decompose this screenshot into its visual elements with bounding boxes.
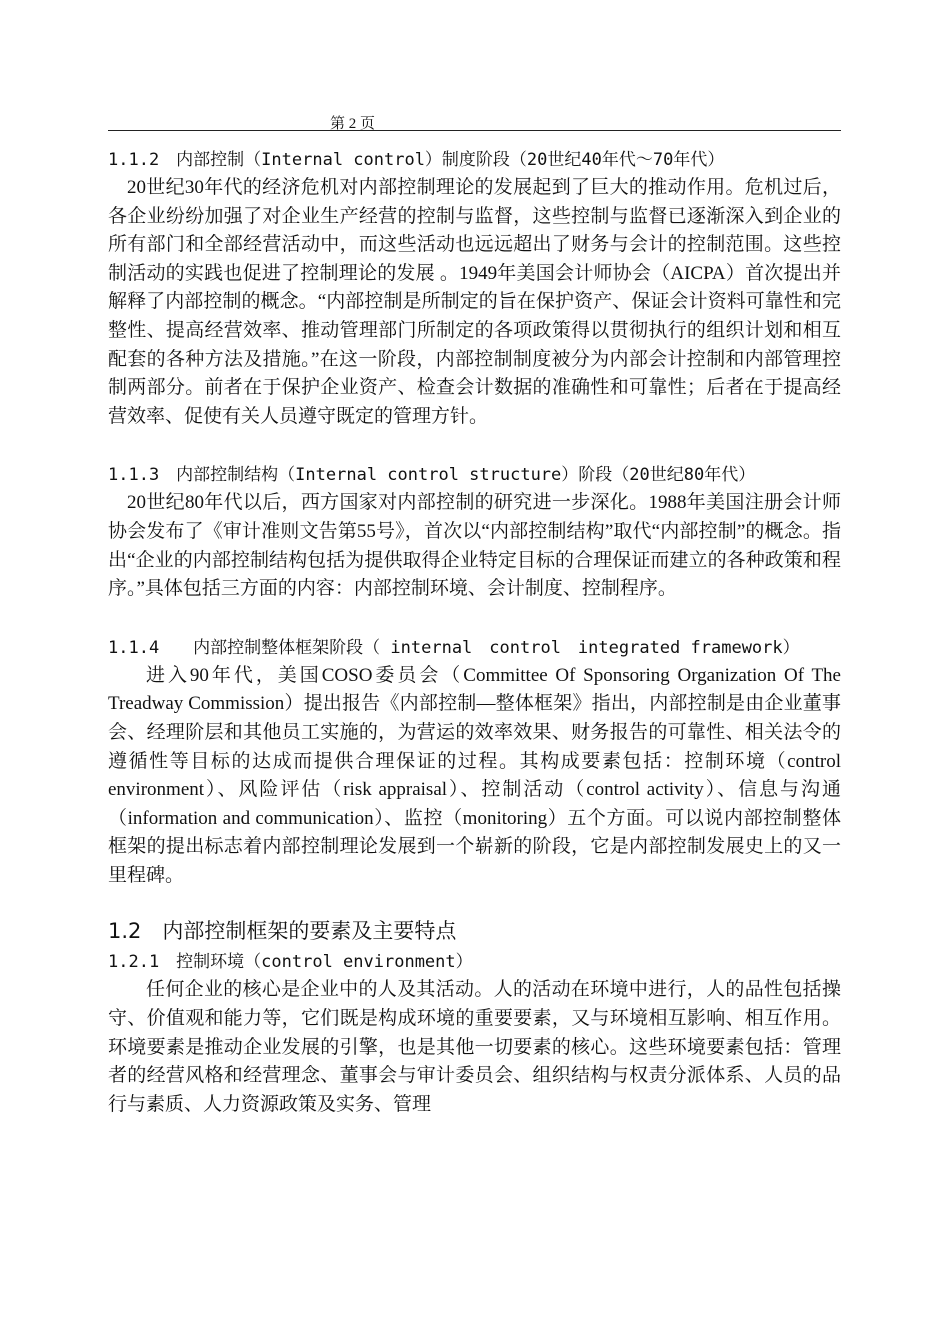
page-number-label: 第 2 页	[330, 116, 376, 132]
section-heading-1-1-4: 1.1.4 内部控制整体框架阶段（ internal control integrated framework）	[108, 637, 800, 658]
spacer	[108, 604, 841, 634]
paragraph-1-1-2: 20世纪30年代的经济危机对内部控制理论的发展起到了巨大的推动作用。危机过后，各企业纷纷加强了对企业生产经营的控制与监督，这些控制与监督已逐渐深入到企业的所有部门和全部经营活动中，而这些活动也远远超出了财务与会计的控制范围。这些控制活动的实践也促进了控制理论的发展 。1949年美国会计师协会（AICPA）首次提出并解释了内部控制的概念。“内部控制是所制定的旨在保护资产、保证会计资料可靠性和完整性、提高经营效率、推动管理部门所制定的各项政策得以贯彻执行的组织计划和相互配套的各种方法及措施。”在这一阶段，内部控制制度被分为内部会计控制和内部管理控制两部分。前者在于保护企业资产、检查会计数据的准确性和可靠性；后者在于提高经营效率、促使有关人员遵守既定的管理方针。	[108, 177, 841, 427]
section-heading-1-1-3: 1.1.3 内部控制结构（Internal control structure）阶段（20世纪80年代）	[108, 465, 756, 486]
spacer	[108, 431, 841, 461]
section-heading-1-2: 1.2 内部控制框架的要素及主要特点	[108, 919, 457, 944]
paragraph-1-2-1: 任何企业的核心是企业中的人及其活动。人的活动在环境中进行，人的品性包括操守、价值观和能力等，它们既是构成环境的重要要素，又与环境相互影响、相互作用。环境要素是推动企业发展的引擎，也是其他一切要素的核心。这些环境要素包括：管理者的经营风格和经营理念、董事会与审计委员会、组织结构与权责分派体系、人员的品行与素质、人力资源政策及实务、管理	[108, 979, 841, 1115]
spacer	[108, 890, 841, 914]
header-rule	[108, 130, 841, 131]
section-heading-1-1-2: 1.1.2 内部控制（Internal control）制度阶段（20世纪40年代～70年代）	[108, 150, 725, 170]
paragraph-1-1-4: 进入90年代，美国COSO委员会（Committee Of Sponsoring Organization Of The Treadway Commission）提出报告《内部控制—整体框架》指出，内部控制是由企业董事会、经理阶层和其他员工实施的，为营运的效率效果、财务报告的可靠性、相关法令的遵循性等目标的达成而提供合理保证的过程。其构成要素包括：控制环境（control environment）、风险评估（risk appraisal）、控制活动（control activity）、信息与沟通（information and communication）、监控（monitoring）五个方面。可以说内部控制整体框架的提出标志着内部控制理论发展到一个崭新的阶段，它是内部控制发展史上的又一里程碑。	[108, 664, 841, 886]
paragraph-1-1-3: 20世纪80年代以后，西方国家对内部控制的研究进一步深化。1988年美国注册会计师协会发布了《审计准则文告第55号》，首次以“内部控制结构”取代“内部控制”的概念。指出“企业的内部控制结构包括为提供取得企业特定目标的合理保证而建立的各种政策和程序。”具体包括三方面的内容：内部控制环境、会计制度、控制程序。	[108, 492, 841, 600]
document-body	[108, 146, 841, 1119]
section-heading-1-2-1: 1.2.1 控制环境（control environment）	[108, 952, 473, 973]
